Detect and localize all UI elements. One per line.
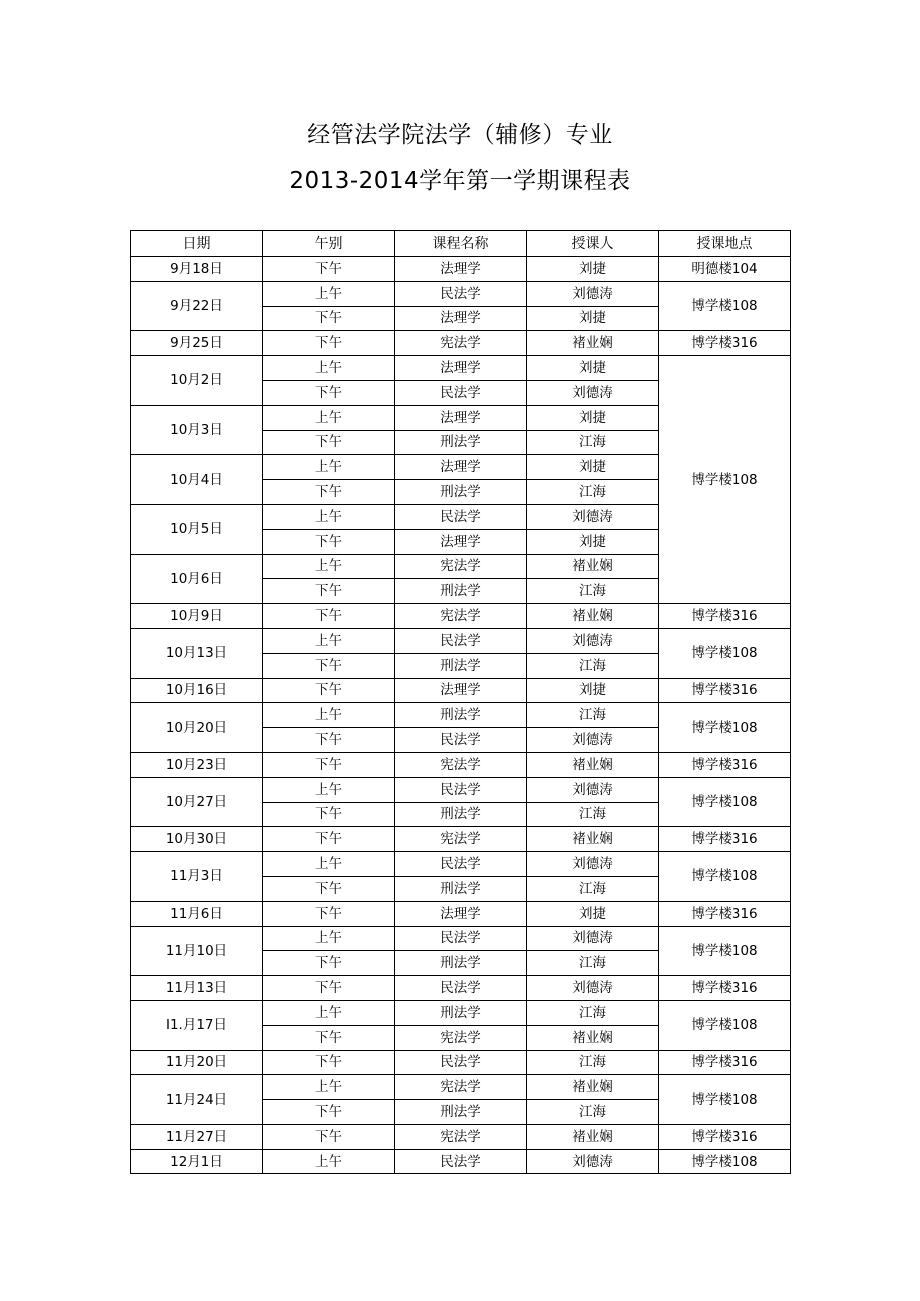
room-cell: 博学楼108 bbox=[659, 281, 791, 331]
course-cell: 刑法学 bbox=[395, 951, 527, 976]
session-cell: 下午 bbox=[263, 901, 395, 926]
session-cell: 下午 bbox=[263, 529, 395, 554]
room-cell: 博学楼108 bbox=[659, 1000, 791, 1050]
date-cell: 11月27日 bbox=[131, 1124, 263, 1149]
date-cell: 10月27日 bbox=[131, 777, 263, 827]
teacher-cell: 江海 bbox=[527, 1000, 659, 1025]
room-cell: 博学楼108 bbox=[659, 1075, 791, 1125]
course-cell: 法理学 bbox=[395, 356, 527, 381]
teacher-cell: 江海 bbox=[527, 480, 659, 505]
date-cell: 9月25日 bbox=[131, 331, 263, 356]
teacher-cell: 刘德涛 bbox=[527, 504, 659, 529]
course-cell: 民法学 bbox=[395, 1050, 527, 1075]
teacher-cell: 江海 bbox=[527, 430, 659, 455]
session-cell: 下午 bbox=[263, 653, 395, 678]
room-cell: 博学楼108 bbox=[659, 1149, 791, 1174]
room-cell: 博学楼316 bbox=[659, 1050, 791, 1075]
course-cell: 宪法学 bbox=[395, 331, 527, 356]
session-cell: 下午 bbox=[263, 976, 395, 1001]
course-cell: 民法学 bbox=[395, 852, 527, 877]
room-cell: 博学楼316 bbox=[659, 901, 791, 926]
course-cell: 法理学 bbox=[395, 257, 527, 282]
course-cell: 民法学 bbox=[395, 926, 527, 951]
course-cell: 刑法学 bbox=[395, 579, 527, 604]
session-cell: 下午 bbox=[263, 1050, 395, 1075]
session-cell: 下午 bbox=[263, 604, 395, 629]
room-cell: 博学楼316 bbox=[659, 331, 791, 356]
teacher-cell: 刘德涛 bbox=[527, 852, 659, 877]
table-row bbox=[131, 1000, 791, 1025]
table-row bbox=[131, 356, 791, 381]
table-row bbox=[131, 976, 791, 1001]
table-row bbox=[131, 257, 791, 282]
course-cell: 民法学 bbox=[395, 281, 527, 306]
session-cell: 上午 bbox=[263, 405, 395, 430]
session-cell: 下午 bbox=[263, 1100, 395, 1125]
table-row bbox=[131, 331, 791, 356]
course-cell: 刑法学 bbox=[395, 1100, 527, 1125]
table-row bbox=[131, 678, 791, 703]
course-cell: 宪法学 bbox=[395, 554, 527, 579]
col-header-room: 授课地点 bbox=[659, 231, 791, 257]
teacher-cell: 江海 bbox=[527, 802, 659, 827]
room-cell: 博学楼108 bbox=[659, 926, 791, 976]
date-cell: 12月1日 bbox=[131, 1149, 263, 1174]
session-cell: 上午 bbox=[263, 852, 395, 877]
course-cell: 法理学 bbox=[395, 678, 527, 703]
date-cell: 10月20日 bbox=[131, 703, 263, 753]
room-cell: 博学楼108 bbox=[659, 852, 791, 902]
date-cell: 10月30日 bbox=[131, 827, 263, 852]
date-cell: 10月23日 bbox=[131, 752, 263, 777]
course-cell: 刑法学 bbox=[395, 480, 527, 505]
course-cell: 刑法学 bbox=[395, 430, 527, 455]
room-cell: 博学楼316 bbox=[659, 827, 791, 852]
table-row bbox=[131, 628, 791, 653]
teacher-cell: 江海 bbox=[527, 1100, 659, 1125]
course-cell: 宪法学 bbox=[395, 1075, 527, 1100]
title-line-2: 2013-2014学年第一学期课程表 bbox=[289, 168, 631, 194]
date-cell: 11月3日 bbox=[131, 852, 263, 902]
col-header-session: 午别 bbox=[263, 231, 395, 257]
table-row bbox=[131, 827, 791, 852]
room-cell: 博学楼108 bbox=[659, 703, 791, 753]
course-cell: 法理学 bbox=[395, 306, 527, 331]
room-cell: 博学楼316 bbox=[659, 752, 791, 777]
session-cell: 下午 bbox=[263, 728, 395, 753]
session-cell: 下午 bbox=[263, 257, 395, 282]
session-cell: 上午 bbox=[263, 628, 395, 653]
date-cell: 9月22日 bbox=[131, 281, 263, 331]
session-cell: 下午 bbox=[263, 480, 395, 505]
session-cell: 下午 bbox=[263, 430, 395, 455]
teacher-cell: 刘捷 bbox=[527, 356, 659, 381]
room-cell: 博学楼108 bbox=[659, 777, 791, 827]
teacher-cell: 刘捷 bbox=[527, 257, 659, 282]
session-cell: 上午 bbox=[263, 554, 395, 579]
room-cell: 博学楼316 bbox=[659, 976, 791, 1001]
table-row bbox=[131, 1050, 791, 1075]
date-cell: 11月13日 bbox=[131, 976, 263, 1001]
col-header-date: 日期 bbox=[131, 231, 263, 257]
room-cell: 博学楼316 bbox=[659, 678, 791, 703]
date-cell: 10月13日 bbox=[131, 628, 263, 678]
session-cell: 下午 bbox=[263, 306, 395, 331]
session-cell: 下午 bbox=[263, 1124, 395, 1149]
date-cell: 10月3日 bbox=[131, 405, 263, 455]
teacher-cell: 刘捷 bbox=[527, 306, 659, 331]
session-cell: 下午 bbox=[263, 678, 395, 703]
session-cell: 下午 bbox=[263, 802, 395, 827]
course-cell: 宪法学 bbox=[395, 752, 527, 777]
session-cell: 上午 bbox=[263, 777, 395, 802]
teacher-cell: 江海 bbox=[527, 1050, 659, 1075]
session-cell: 下午 bbox=[263, 380, 395, 405]
course-cell: 法理学 bbox=[395, 405, 527, 430]
teacher-cell: 刘德涛 bbox=[527, 281, 659, 306]
teacher-cell: 褚业娴 bbox=[527, 752, 659, 777]
teacher-cell: 江海 bbox=[527, 703, 659, 728]
course-cell: 刑法学 bbox=[395, 703, 527, 728]
teacher-cell: 刘德涛 bbox=[527, 777, 659, 802]
course-cell: 民法学 bbox=[395, 777, 527, 802]
course-cell: 刑法学 bbox=[395, 653, 527, 678]
course-cell: 法理学 bbox=[395, 455, 527, 480]
course-cell: 刑法学 bbox=[395, 876, 527, 901]
course-cell: 宪法学 bbox=[395, 1025, 527, 1050]
session-cell: 下午 bbox=[263, 579, 395, 604]
room-cell: 明德楼104 bbox=[659, 257, 791, 282]
room-cell: 博学楼316 bbox=[659, 604, 791, 629]
table-row bbox=[131, 752, 791, 777]
date-cell: 11月20日 bbox=[131, 1050, 263, 1075]
course-cell: 民法学 bbox=[395, 1149, 527, 1174]
date-cell: 10月6日 bbox=[131, 554, 263, 604]
course-cell: 民法学 bbox=[395, 976, 527, 1001]
date-cell: 11月24日 bbox=[131, 1075, 263, 1125]
teacher-cell: 褚业娴 bbox=[527, 331, 659, 356]
teacher-cell: 刘德涛 bbox=[527, 380, 659, 405]
teacher-cell: 刘捷 bbox=[527, 901, 659, 926]
session-cell: 上午 bbox=[263, 504, 395, 529]
course-cell: 宪法学 bbox=[395, 604, 527, 629]
course-cell: 民法学 bbox=[395, 628, 527, 653]
session-cell: 上午 bbox=[263, 926, 395, 951]
session-cell: 下午 bbox=[263, 876, 395, 901]
table-row bbox=[131, 604, 791, 629]
date-cell: 10月4日 bbox=[131, 455, 263, 505]
session-cell: 上午 bbox=[263, 356, 395, 381]
session-cell: 上午 bbox=[263, 1149, 395, 1174]
course-cell: 民法学 bbox=[395, 728, 527, 753]
session-cell: 下午 bbox=[263, 752, 395, 777]
teacher-cell: 褚业娴 bbox=[527, 827, 659, 852]
course-cell: 法理学 bbox=[395, 529, 527, 554]
room-cell: 博学楼108 bbox=[659, 628, 791, 678]
table-row bbox=[131, 926, 791, 951]
table-row bbox=[131, 852, 791, 877]
col-header-course: 课程名称 bbox=[395, 231, 527, 257]
session-cell: 下午 bbox=[263, 951, 395, 976]
session-cell: 上午 bbox=[263, 1000, 395, 1025]
teacher-cell: 江海 bbox=[527, 876, 659, 901]
teacher-cell: 刘德涛 bbox=[527, 926, 659, 951]
table-row bbox=[131, 1075, 791, 1100]
teacher-cell: 江海 bbox=[527, 653, 659, 678]
teacher-cell: 褚业娴 bbox=[527, 1124, 659, 1149]
teacher-cell: 褚业娴 bbox=[527, 1075, 659, 1100]
table-row bbox=[131, 1124, 791, 1149]
room-cell: 博学楼316 bbox=[659, 1124, 791, 1149]
session-cell: 上午 bbox=[263, 703, 395, 728]
teacher-cell: 刘捷 bbox=[527, 455, 659, 480]
course-cell: 法理学 bbox=[395, 901, 527, 926]
teacher-cell: 刘德涛 bbox=[527, 628, 659, 653]
course-cell: 刑法学 bbox=[395, 802, 527, 827]
teacher-cell: 江海 bbox=[527, 579, 659, 604]
teacher-cell: 刘捷 bbox=[527, 678, 659, 703]
session-cell: 下午 bbox=[263, 1025, 395, 1050]
teacher-cell: 刘德涛 bbox=[527, 976, 659, 1001]
date-cell: 10月2日 bbox=[131, 356, 263, 406]
date-cell: 10月9日 bbox=[131, 604, 263, 629]
session-cell: 下午 bbox=[263, 331, 395, 356]
session-cell: 下午 bbox=[263, 827, 395, 852]
course-cell: 宪法学 bbox=[395, 1124, 527, 1149]
col-header-teacher: 授课人 bbox=[527, 231, 659, 257]
date-cell: 10月16日 bbox=[131, 678, 263, 703]
teacher-cell: 褚业娴 bbox=[527, 604, 659, 629]
date-cell: 9月18日 bbox=[131, 257, 263, 282]
course-cell: 刑法学 bbox=[395, 1000, 527, 1025]
teacher-cell: 江海 bbox=[527, 951, 659, 976]
title-line-1: 经管法学院法学（辅修）专业 bbox=[307, 122, 613, 148]
teacher-cell: 刘德涛 bbox=[527, 1149, 659, 1174]
teacher-cell: 褚业娴 bbox=[527, 1025, 659, 1050]
date-cell: 11月10日 bbox=[131, 926, 263, 976]
table-row bbox=[131, 281, 791, 306]
table-row bbox=[131, 901, 791, 926]
schedule-table bbox=[130, 230, 791, 1174]
date-cell: 11月6日 bbox=[131, 901, 263, 926]
teacher-cell: 刘捷 bbox=[527, 529, 659, 554]
course-cell: 民法学 bbox=[395, 504, 527, 529]
table-row bbox=[131, 703, 791, 728]
room-cell: 博学楼108 bbox=[659, 356, 791, 604]
table-row bbox=[131, 1149, 791, 1174]
table-header-row bbox=[131, 231, 791, 257]
date-cell: 10月5日 bbox=[131, 504, 263, 554]
session-cell: 上午 bbox=[263, 281, 395, 306]
table-row bbox=[131, 777, 791, 802]
course-cell: 宪法学 bbox=[395, 827, 527, 852]
teacher-cell: 刘捷 bbox=[527, 405, 659, 430]
session-cell: 上午 bbox=[263, 455, 395, 480]
teacher-cell: 褚业娴 bbox=[527, 554, 659, 579]
course-cell: 民法学 bbox=[395, 380, 527, 405]
teacher-cell: 刘德涛 bbox=[527, 728, 659, 753]
session-cell: 上午 bbox=[263, 1075, 395, 1100]
date-cell: I1.月17日 bbox=[131, 1000, 263, 1050]
